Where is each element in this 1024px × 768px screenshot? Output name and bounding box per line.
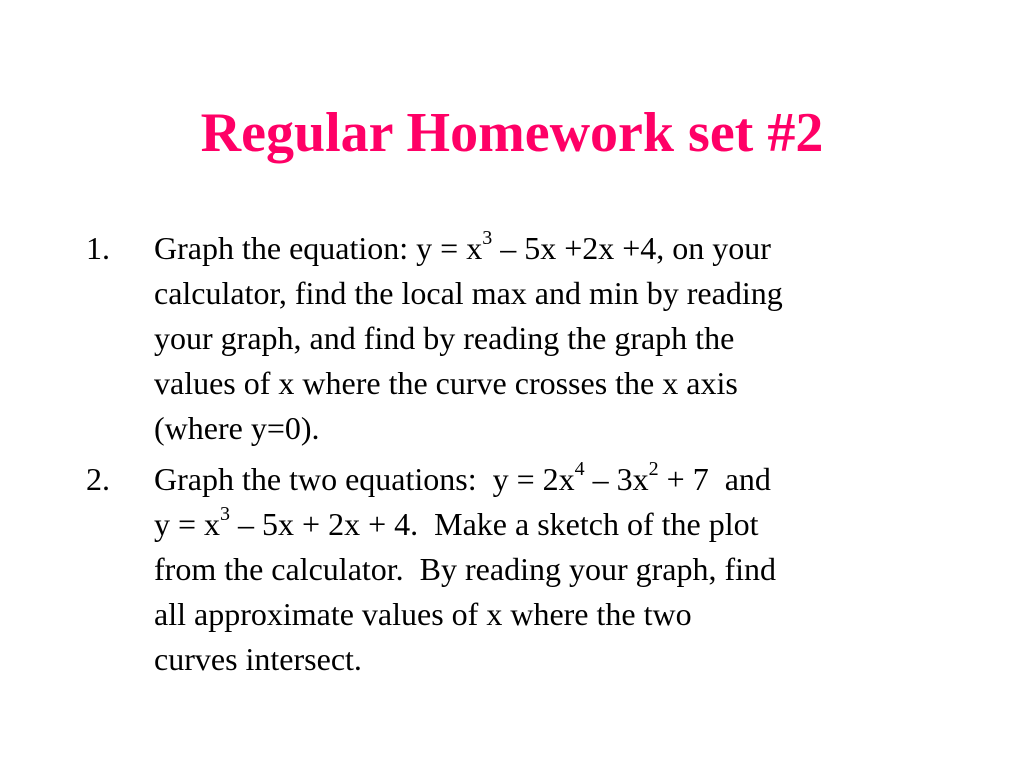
text-segment: y = x — [154, 506, 221, 542]
item-line: all approximate values of x where the two — [154, 596, 692, 632]
item-line: calculator, find the local max and min by reading — [154, 275, 783, 311]
item-line: values of x where the curve crosses the x axis — [154, 365, 738, 401]
homework-list — [86, 226, 966, 688]
text-segment: Graph the equation: y = x — [154, 230, 483, 266]
text-segment: Graph the two equations: y = 2x — [154, 461, 575, 497]
list-item — [86, 457, 966, 682]
slide-title: Regular Homework set #2 — [200, 102, 824, 164]
superscript: 3 — [482, 227, 493, 250]
text-segment: – 5x + 2x + 4. Make a sketch of the plot — [230, 506, 759, 542]
item-line: (where y=0). — [154, 410, 320, 446]
item-line — [154, 226, 966, 271]
text-segment: – 5x +2x +4, on your — [492, 230, 771, 266]
item-line: from the calculator. By reading your graph, find — [154, 551, 777, 587]
superscript: 4 — [574, 458, 585, 481]
item-line: your graph, and find by reading the graph the — [154, 320, 735, 356]
item-line — [154, 502, 966, 547]
list-item — [86, 226, 966, 451]
superscript: 3 — [220, 503, 231, 526]
item-line: curves intersect. — [154, 641, 362, 677]
superscript: 2 — [648, 458, 659, 481]
text-segment: – 3x — [584, 461, 649, 497]
item-number: 1. — [86, 230, 110, 266]
item-line — [154, 457, 966, 502]
item-number: 2. — [86, 461, 110, 497]
text-segment: + 7 and — [658, 461, 771, 497]
